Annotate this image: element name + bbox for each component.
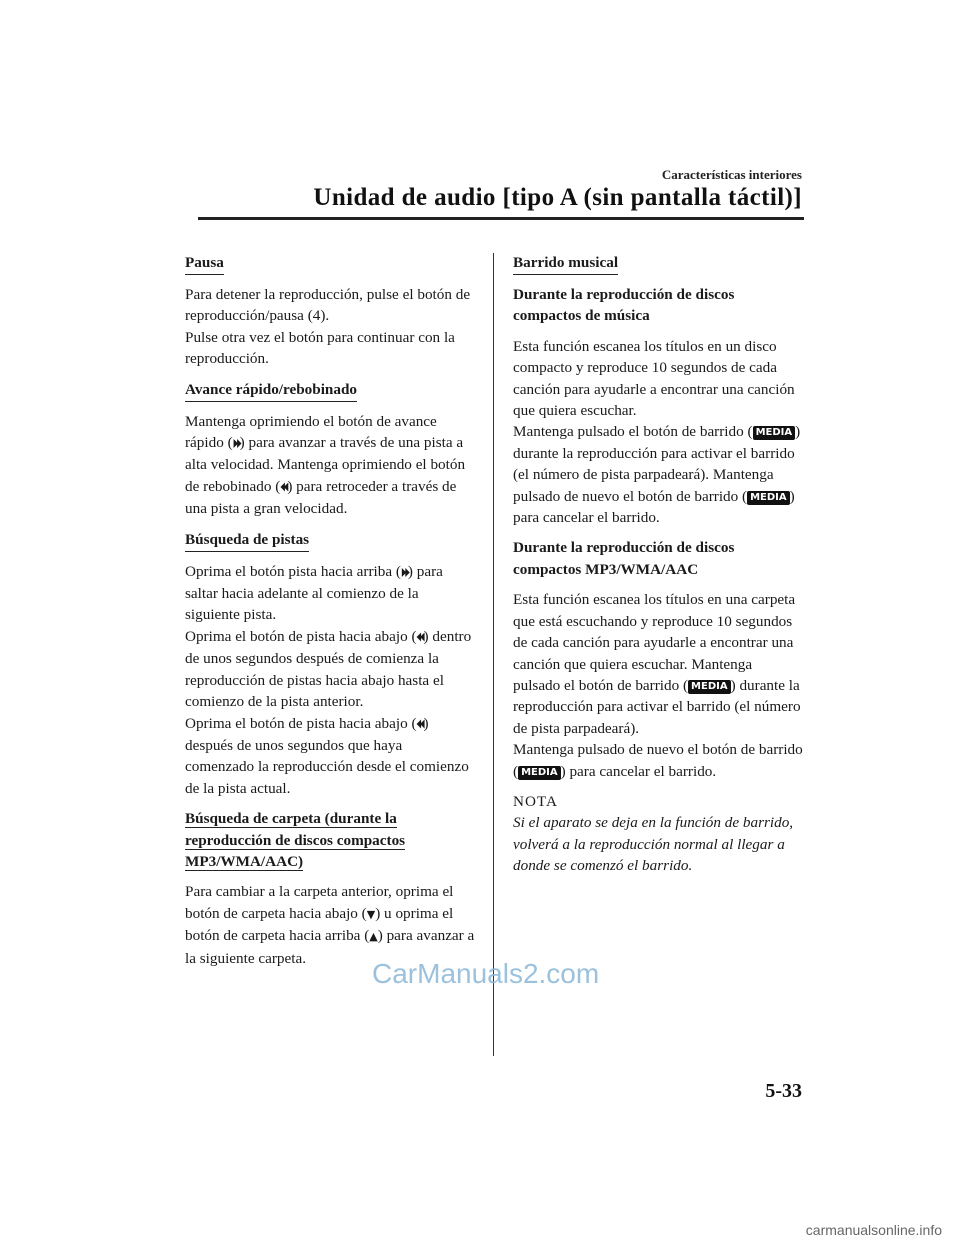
rewind-icon: ⏴⏴: [280, 480, 288, 494]
rewind-icon: ⏴⏴: [416, 630, 424, 644]
text-fragment: ) durante la reproducción para activar el barrido (el número de pista parpadeará).: [513, 676, 801, 737]
text-fragment: Oprima el botón de pista hacia abajo (: [185, 627, 417, 645]
folder-search-heading: [185, 808, 475, 872]
text-fragment: ) durante la reproducción para activar el barrido (el número de pista parpadeará). Mantenga pulsado de nuevo el botón de barrido (: [513, 423, 801, 505]
section-label: Características interiores: [661, 167, 802, 182]
track-paragraph-2: [185, 626, 475, 713]
text-fragment: ) para cancelar el barrido.: [513, 487, 795, 527]
mp3-paragraph-2: [513, 739, 803, 782]
column-divider: [493, 253, 494, 1056]
text-fragment: ) para avanzar a través de una pista a alta velocidad. Mantenga oprimiendo el botón de rebobinado (: [185, 434, 466, 495]
text-fragment: ) u oprima el botón de carpeta hacia arriba (: [185, 904, 454, 945]
media-icon: MEDIA: [747, 491, 790, 505]
folder-paragraph: [185, 881, 475, 969]
footer-site-label: carmanualsonline.info: [805, 1222, 942, 1238]
media-icon: MEDIA: [688, 680, 731, 694]
mp3-subheading: Durante la reproducción de discos compactos MP3/WMA/AAC: [513, 539, 735, 578]
text-fragment: ) para cancelar el barrido.: [560, 762, 717, 780]
media-icon: MEDIA: [753, 426, 796, 440]
track-paragraph-1: [185, 561, 475, 626]
text-fragment: Mantenga pulsado el botón de barrido (: [513, 423, 753, 441]
note-label: NOTA: [513, 792, 558, 810]
pause-paragraph-1: Para detener la reproducción, pulse el botón de reproducción/pausa (4).: [185, 286, 471, 325]
text-fragment: Mantenga oprimiendo el botón de avance rápido (: [185, 412, 437, 452]
fast-forward-icon: ⏵⏵: [400, 565, 408, 579]
cd-paragraph-1: Esta función escanea los títulos en un disco compacto y reproduce 10 segundos de cada canción para ayudarle a encontrar una canción que quiera escuchar.: [513, 337, 795, 420]
text-fragment: ) dentro de unos segundos después de comienza la reproducción de pistas hacia abajo hasta el comienzo de la pista anterior.: [185, 627, 472, 711]
fast-forward-paragraph: [185, 411, 475, 520]
cd-paragraph-2: [513, 421, 803, 528]
note-text: Si el aparato se deja en la función de barrido, volverá a la reproducción normal al llegar a donde se comenzó el barrido.: [513, 814, 794, 875]
cd-subheading: Durante la reproducción de discos compactos de música: [513, 286, 735, 325]
music-scan-heading: Barrido musical: [513, 252, 618, 275]
media-icon: MEDIA: [518, 766, 561, 780]
pause-paragraph-2: Pulse otra vez el botón para continuar con la reproducción.: [185, 328, 455, 368]
right-column: [513, 252, 803, 877]
fast-forward-heading: Avance rápido/rebobinado: [185, 379, 357, 402]
fast-forward-icon: ⏵⏵: [232, 437, 240, 451]
left-column: [185, 252, 475, 978]
text-fragment: Para cambiar a la carpeta anterior, oprima el botón de carpeta hacia abajo (: [185, 883, 454, 922]
heading-line: Búsqueda de carpeta (durante la: [185, 810, 397, 828]
pause-heading: Pausa: [185, 252, 224, 275]
text-fragment: Oprima el botón de pista hacia abajo (: [185, 714, 417, 732]
heading-line: MP3/WMA/AAC): [185, 852, 304, 870]
text-fragment: ) para avanzar a la siguiente carpeta.: [185, 927, 475, 967]
text-fragment: ) para saltar hacia adelante al comienzo de la siguiente pista.: [185, 562, 443, 624]
rewind-icon: ⏴⏴: [416, 717, 424, 731]
heading-line: reproducción de discos compactos: [185, 831, 406, 849]
text-fragment: Mantenga pulsado de nuevo el botón de barrido (: [513, 741, 803, 780]
up-arrow-icon: ▲: [369, 930, 378, 944]
mp3-paragraph-1: [513, 589, 803, 739]
track-paragraph-3: [185, 713, 475, 800]
header-divider: [198, 217, 804, 220]
text-fragment: ) para retroceder a través de una pista a gran velocidad.: [185, 477, 457, 518]
text-fragment: ) después de unos segundos que haya comenzado la reproducción desde el comienzo de la pista actual.: [185, 714, 469, 797]
down-arrow-icon: ▼: [366, 907, 376, 921]
text-fragment: Esta función escanea los títulos en una carpeta que está escuchando y reproduce 10 segundos de cada canción para ayudarle a encontrar una canción que quiera escuchar. Mantenga pulsado el botón de barrido (: [513, 591, 796, 694]
text-fragment: Oprima el botón pista hacia arriba (: [185, 562, 401, 580]
track-search-heading: Búsqueda de pistas: [185, 529, 309, 552]
page-number: 5-33: [765, 1080, 802, 1102]
watermark: CarManuals2.com: [372, 958, 600, 989]
page-title: Unidad de audio [tipo A (sin pantalla táctil)]: [313, 184, 802, 211]
